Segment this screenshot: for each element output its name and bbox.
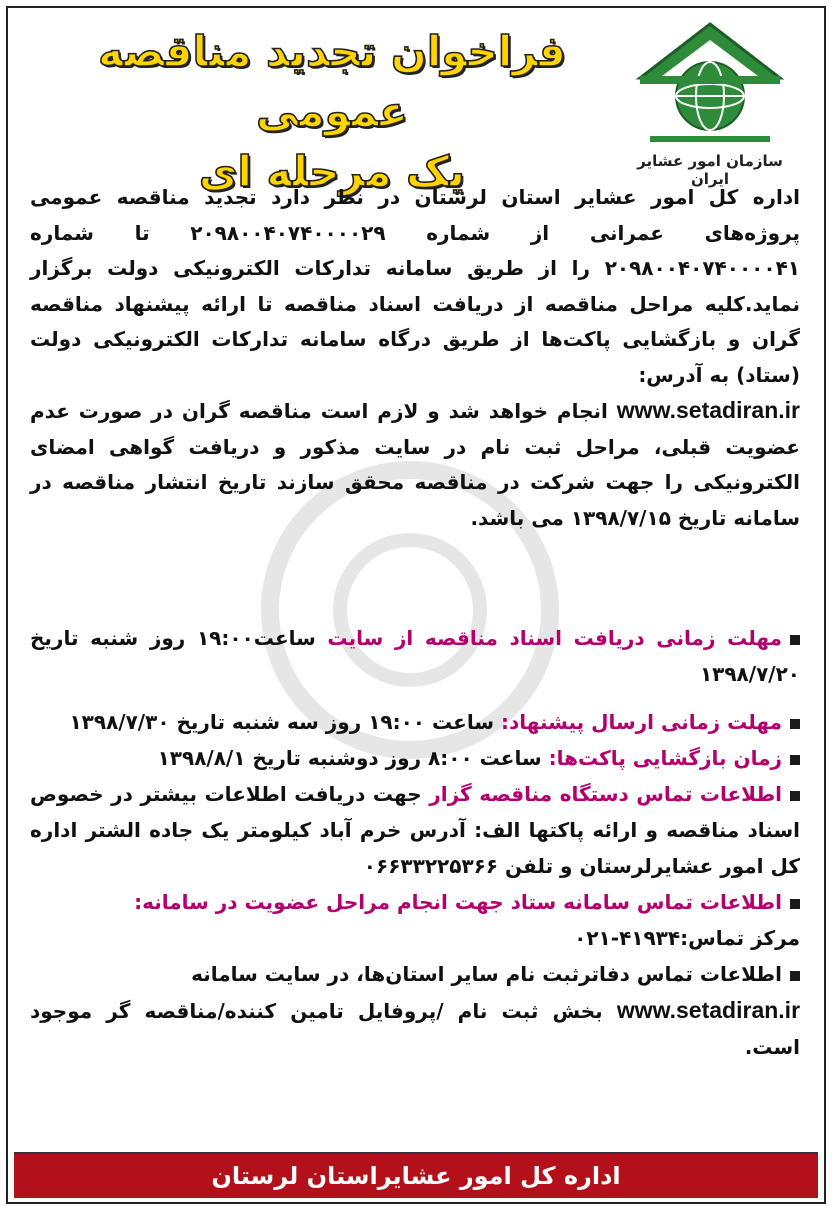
deadline-list	[30, 620, 800, 1065]
list-item	[30, 884, 800, 920]
list-item-text: ساعت۱۹:۰۰ روز شنبه تاریخ ۱۳۹۸/۷/۲۰	[30, 626, 800, 686]
list-item	[30, 956, 800, 992]
list-item-label: اطلاعات تماس دستگاه مناقصه گزار	[429, 782, 783, 806]
list-item-label: مهلت زمانی دریافت اسناد مناقصه از سایت	[327, 626, 783, 650]
nomads-organization-logo	[620, 18, 800, 168]
list-item-text: بخش ثبت نام /پروفایل تامین کننده/مناقصه گر موجود است.	[30, 999, 800, 1059]
footer-text: اداره کل امور عشایراستان لرستان	[211, 1162, 621, 1190]
list-item-text: مرکز تماس:۴۱۹۳۴-۰۲۱	[574, 926, 800, 950]
title-line-2: یک مرحله ای	[199, 147, 465, 196]
setadiran-link[interactable]: www.setadiran.ir	[616, 397, 800, 423]
bullet-square-icon	[790, 719, 800, 729]
body-paragraph-2	[30, 393, 800, 536]
setadiran-link[interactable]: www.setadiran.ir	[616, 997, 801, 1023]
body-text-1: اداره کل امور عشایر استان لرستان در نظر دارد تجدید مناقصه عمومی پروژه‌های عمرانی از شماره ۲۰۹۸۰۰۴۰۷۴۰۰۰۰۲۹ تا شماره ۲۰۹۸۰۰۴۰۷۴۰۰۰۰۴۱ را از طریق سامانه تدارکات الکترونیکی دولت برگزار نماید.کلیه مراحل مناقصه از دریافت اسناد مناقصه تا ارائه پیشنهاد مناقصه گران و بازگشایی پاکت‌ها از طریق درگاه سامانه تدارکات الکترونیکی دولت (ستاد) به آدرس:	[30, 185, 800, 387]
list-item-label: زمان بازگشایی پاکت‌ها:	[548, 746, 782, 770]
bullet-square-icon	[790, 755, 800, 765]
bullet-square-icon	[790, 635, 800, 645]
list-item	[30, 740, 800, 776]
list-item	[30, 776, 800, 884]
list-item-text: اطلاعات تماس دفاترثبت نام سایر استان‌ها، در سایت سامانه	[191, 962, 782, 986]
list-item-text: ساعت ۱۹:۰۰ روز سه شنبه تاریخ ۱۳۹۸/۷/۳۰	[69, 710, 494, 734]
list-item	[30, 704, 800, 740]
body-paragraph-1	[30, 180, 800, 393]
bullet-square-icon	[790, 899, 800, 909]
bullet-square-icon	[790, 791, 800, 801]
body-text-2: انجام خواهد شد و لازم است مناقصه گران در صورت عدم عضویت قبلی، مراحل ثبت نام در سایت مذکور و دریافت گواهی امضای الکترونیکی را جهت شرکت در مناقصه محقق سازند تاریخ انتشار مناقصه در سامانه تاریخ ۱۳۹۸/۷/۱۵ می باشد.	[30, 399, 800, 530]
list-item	[30, 620, 800, 692]
list-item-text: ساعت ۸:۰۰ روز دوشنبه تاریخ ۱۳۹۸/۸/۱	[157, 746, 542, 770]
list-item	[30, 920, 800, 956]
list-item	[30, 992, 800, 1065]
page-title	[72, 22, 592, 202]
list-item-label: اطلاعات تماس سامانه ستاد جهت انجام مراحل عضویت در سامانه:	[134, 890, 782, 914]
list-item-label: مهلت زمانی ارسال پیشنهاد:	[500, 710, 782, 734]
header	[10, 14, 822, 196]
logo-caption: سازمان امور عشایر ایران	[637, 152, 783, 188]
footer-banner	[14, 1152, 818, 1198]
bullet-square-icon	[790, 971, 800, 981]
title-line-1: فراخوان تجدید مناقصه عمومی	[98, 27, 566, 136]
list-item-text: جهت دریافت اطلاعات بیشتر در خصوص اسناد مناقصه و ارائه پاکتها الف: آدرس خرم آباد کیلومتر یک جاده الشتر اداره کل امور عشایرلرستان و تلفن ۰۶۶۳۳۲۲۵۳۶۶	[30, 782, 800, 878]
announcement-body	[30, 180, 800, 536]
